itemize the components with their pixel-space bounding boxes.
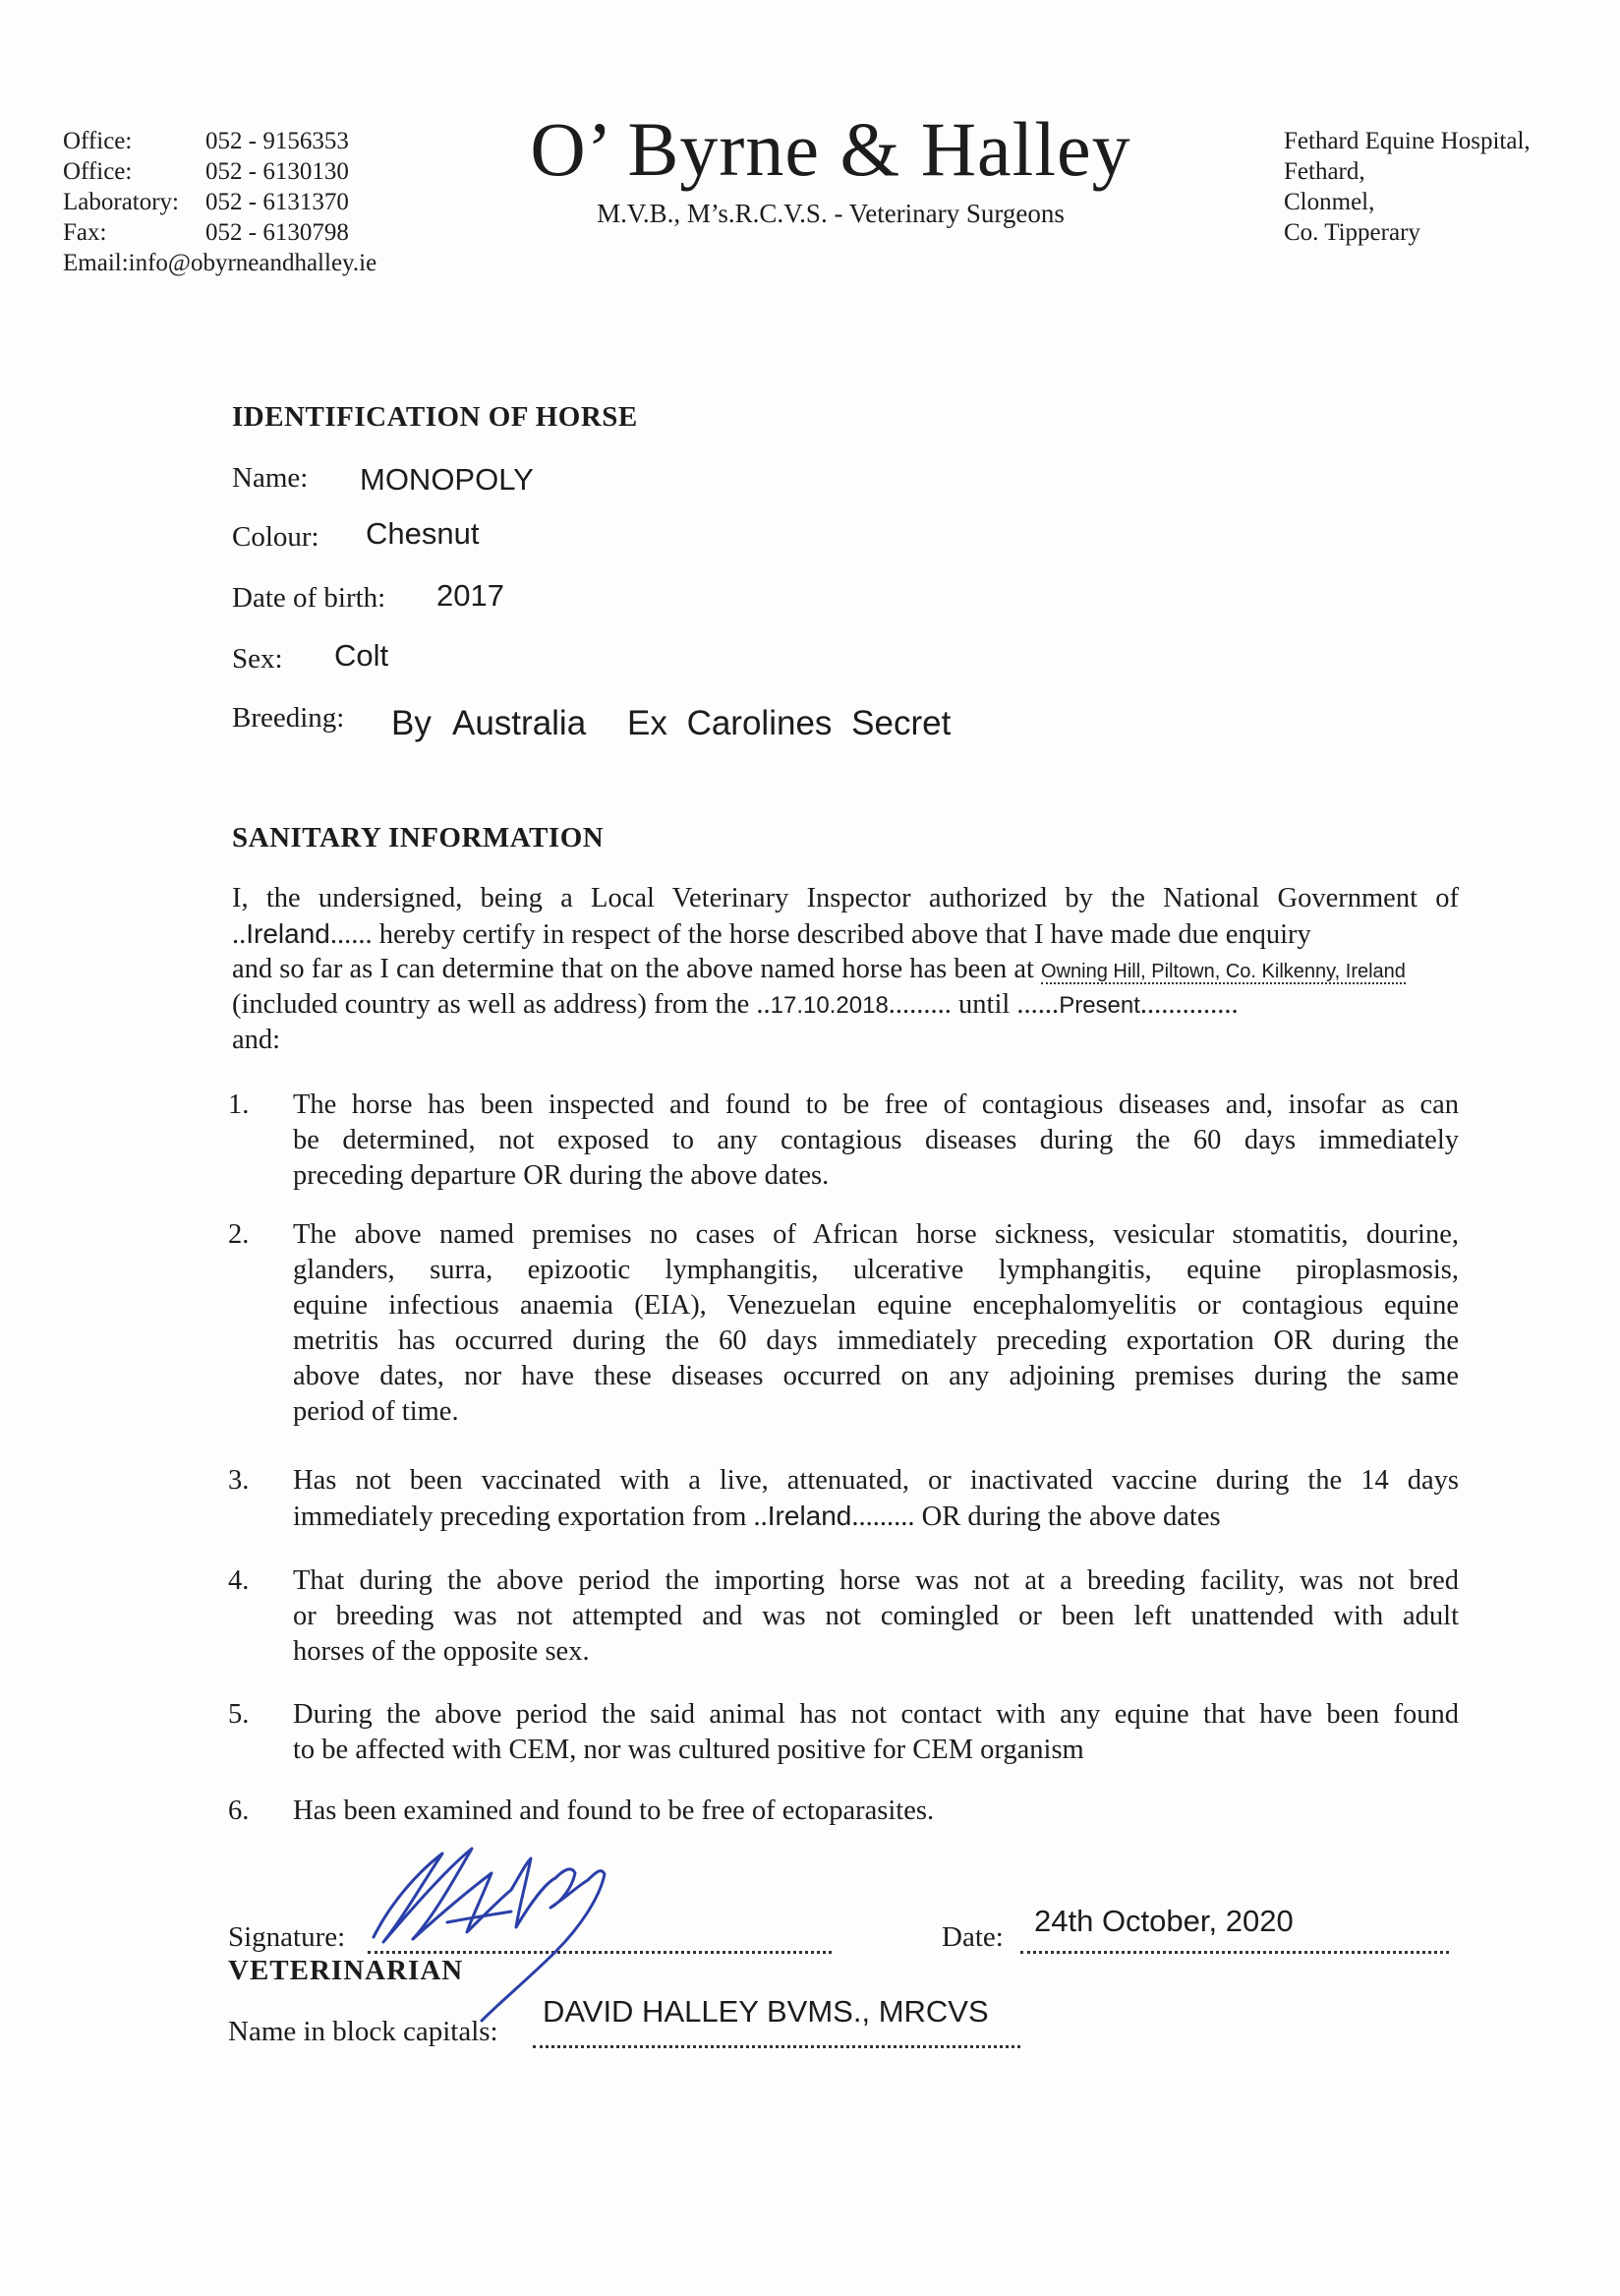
vet-name-value: DAVID HALLEY BVMS., MRCVS (543, 1994, 989, 2029)
until-text: until ...... (958, 989, 1060, 1020)
until-date-fill: Present (1059, 992, 1140, 1019)
item-line: period of time. (293, 1396, 459, 1427)
address-line: Co. Tipperary (1284, 219, 1420, 246)
letterhead-title (462, 106, 1199, 230)
sanitary-heading: SANITARY INFORMATION (232, 822, 605, 854)
item-text (293, 1563, 1459, 1670)
item-text (293, 1217, 1459, 1430)
item-line: or breeding was not attempted and was not comingled or been left unattended with adult (293, 1601, 1459, 1631)
contact-laboratory (63, 187, 376, 217)
address-line: Fethard Equine Hospital, (1284, 128, 1531, 154)
condition-item-6 (228, 1794, 1459, 1831)
condition-item-4 (228, 1563, 1459, 1672)
colour-label: Colour: (232, 521, 319, 553)
item-number: 2. (228, 1219, 250, 1250)
contact-label: Office: (63, 128, 133, 154)
name-value: MONOPOLY (360, 462, 534, 497)
certification-line: I, the undersigned, being a Local Veterinary Inspector authorized by the National Government of (232, 883, 1459, 913)
name-block-label: Name in block capitals: (228, 2016, 498, 2047)
date-line (1020, 1945, 1449, 1954)
country-fill: Ireland (246, 918, 330, 949)
certification-paragraph (232, 881, 1459, 1058)
dots: .............. (1139, 989, 1239, 1020)
contact-fax (63, 217, 376, 248)
certification-text: and so far as I can determine that on the above named horse has been at (232, 954, 1034, 984)
contact-label: Fax: (63, 219, 107, 246)
certification-text: hereby certify in respect of the horse described above that I have made due enquiry (378, 919, 1311, 950)
country-fill: Ireland (767, 1501, 852, 1531)
location-fill: Owning Hill, Piltown, Co. Kilkenny, Ireland (1041, 961, 1406, 982)
item-line: Has not been vaccinated with a live, attenuated, or inactivated vaccine during the 14 days (293, 1465, 1459, 1496)
firm-address (1284, 126, 1531, 248)
condition-item-3 (228, 1463, 1459, 1536)
item-line: The above named premises no cases of African horse sickness, vesicular stomatitis, dourine, (293, 1219, 1459, 1250)
breeding-label: Breeding: (232, 702, 345, 734)
contact-block (63, 126, 376, 278)
item-line: Has been examined and found to be free of ectoparasites. (293, 1796, 935, 1826)
contact-office-1 (63, 126, 376, 156)
name-label: Name: (232, 462, 309, 494)
dots: .. (232, 919, 247, 950)
contact-value: 052 - 9156353 (205, 128, 349, 154)
signature-label: Signature: (228, 1921, 346, 1953)
item-line: above dates, nor have these diseases occurred on any adjoining premises during the same (293, 1361, 1459, 1391)
certification-line (232, 952, 1459, 987)
item-line: preceding departure OR during the above dates. (293, 1160, 830, 1191)
sex-label: Sex: (232, 643, 283, 675)
item-line: glanders, surra, epizootic lymphangitis, ulcerative lymphangitis, equine piroplasmosis, (293, 1255, 1459, 1285)
role-label: VETERINARIAN (228, 1955, 464, 1986)
item-line: The horse has been inspected and found to be free of contagious diseases and, insofar as can (293, 1089, 1459, 1120)
dob-label: Date of birth: (232, 582, 386, 614)
item-line: That during the above period the importing horse was not at a breeding facility, was not bred (293, 1565, 1459, 1596)
dots: ......... (888, 989, 952, 1020)
item-number: 1. (228, 1089, 250, 1120)
item-line: equine infectious anaemia (EIA), Venezuelan equine encephalomyelitis or contagious equine (293, 1290, 1459, 1321)
dob-value: 2017 (436, 578, 504, 613)
date-value: 24th October, 2020 (1034, 1904, 1294, 1938)
certification-text: (included country as well as address) from the .. (232, 989, 771, 1020)
breeding-by: By (391, 704, 432, 742)
sex-value: Colt (334, 638, 389, 673)
firm-qualifications: M.V.B., M’s.R.C.V.S. - Veterinary Surgeons (597, 199, 1065, 228)
firm-name: O’ Byrne & Halley (530, 106, 1131, 192)
item-text (293, 1697, 1459, 1768)
item-number: 4. (228, 1565, 250, 1596)
item-text-part: OR during the above dates (921, 1501, 1221, 1532)
item-line: be determined, not exposed to any contagious diseases during the 60 days immediately (293, 1125, 1459, 1155)
item-text (293, 1463, 1459, 1535)
identification-heading: IDENTIFICATION OF HORSE (232, 401, 638, 433)
item-number: 5. (228, 1699, 250, 1730)
address-line: Fethard, (1284, 158, 1365, 185)
condition-item-5 (228, 1697, 1459, 1770)
breeding-dam: Ex Carolines Secret (627, 704, 952, 742)
contact-label: Laboratory: (63, 189, 180, 215)
name-line (533, 2039, 1020, 2048)
dots: ......... (851, 1501, 915, 1532)
contact-value: 052 - 6130798 (205, 219, 349, 246)
contact-email: Email:info@obyrneandhalley.ie (63, 250, 377, 276)
item-line: to be affected with CEM, nor was cultured positive for CEM organism (293, 1735, 1084, 1765)
item-number: 3. (228, 1465, 250, 1496)
date-label: Date: (942, 1921, 1004, 1953)
certification-line (232, 987, 1459, 1023)
contact-value: 052 - 6130130 (205, 158, 349, 185)
certification-line: and: (232, 1025, 281, 1055)
contact-office-2 (63, 156, 376, 187)
from-date-fill: 17.10.2018 (770, 992, 889, 1019)
condition-item-1 (228, 1088, 1459, 1196)
contact-value: 052 - 6131370 (205, 189, 349, 215)
colour-value: Chesnut (366, 516, 480, 551)
item-text (293, 1794, 1459, 1829)
breeding-sire: Australia (452, 704, 587, 742)
item-text-part: immediately preceding exportation from .. (293, 1501, 768, 1532)
item-line: metritis has occurred during the 60 days immediately preceding exportation OR during the (293, 1325, 1459, 1356)
item-text (293, 1088, 1459, 1194)
item-number: 6. (228, 1796, 250, 1826)
item-line: During the above period the said animal has not contact with any equine that have been found (293, 1699, 1459, 1730)
item-line: horses of the opposite sex. (293, 1636, 590, 1667)
certification-line (232, 916, 1459, 952)
address-line: Clonmel, (1284, 189, 1375, 215)
condition-item-2 (228, 1217, 1459, 1434)
item-line (293, 1499, 1459, 1535)
contact-label: Office: (63, 158, 133, 185)
dots: ...... (329, 919, 373, 950)
